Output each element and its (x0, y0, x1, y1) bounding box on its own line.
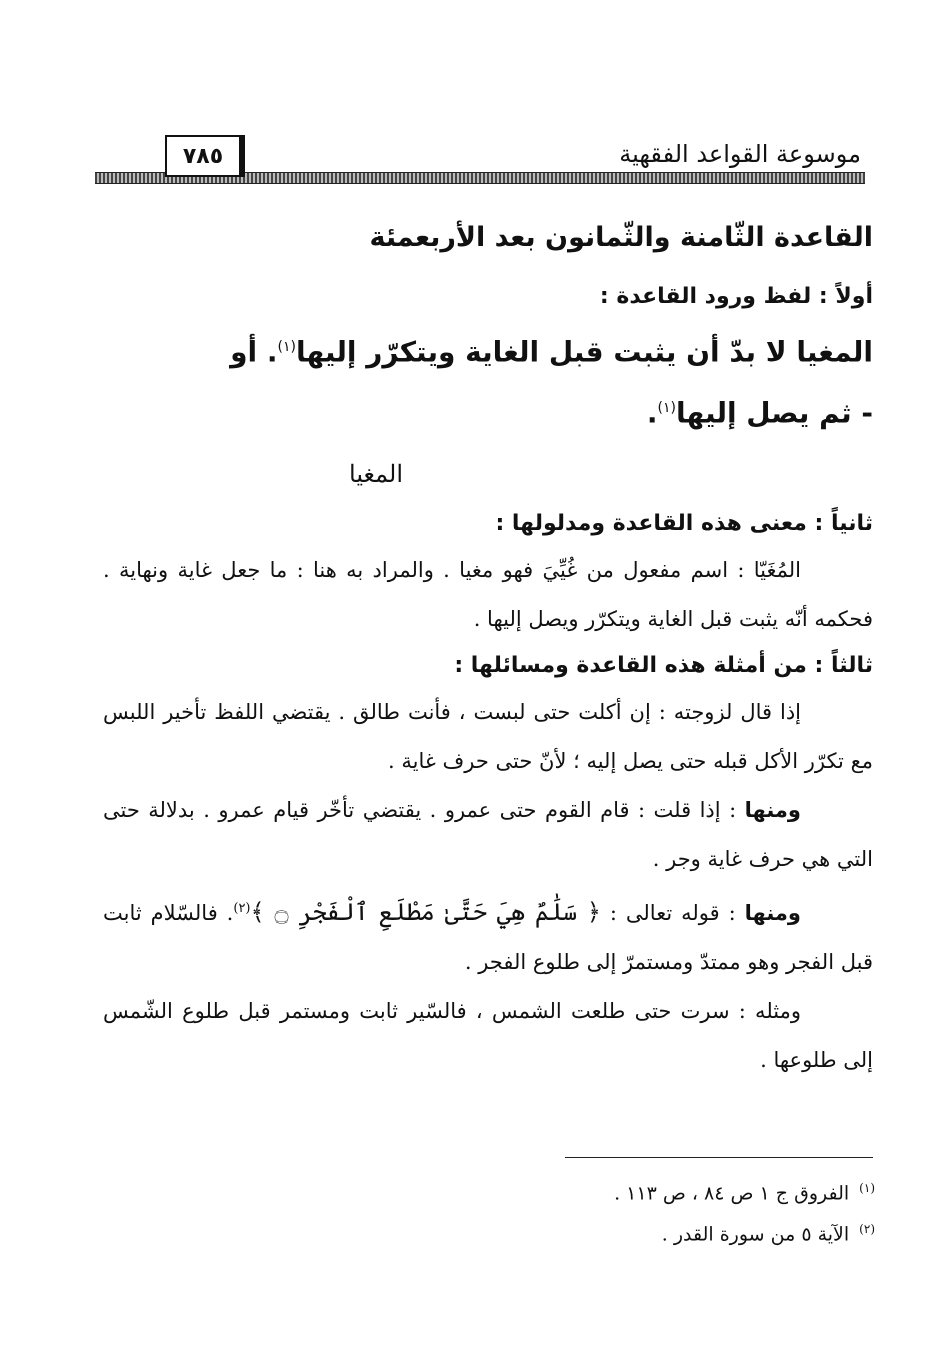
section-heading-meaning: ثانياً : معنى هذه القاعدة ومدلولها : (495, 510, 873, 536)
footnote-ref-1: (١) (277, 339, 296, 355)
example-paragraph-3 (103, 884, 873, 987)
footnote-2-text: الآية ٥ من سورة القدر . (661, 1223, 850, 1246)
example-3-lead: ومنها (744, 900, 801, 925)
footnote-1-marker: (١) (859, 1181, 875, 1195)
example-2-text: : إذا قلت : قام القوم حتى عمرو . يقتضي تأخّر قيام عمرو . بدلالة حتى التي هي حرف غاية وجر . (103, 797, 873, 871)
footnote-ref-2: (٢) (233, 900, 251, 916)
page-number: ٧٨٥ (182, 143, 224, 169)
section-heading-examples: ثالثاً : من أمثلة هذه القاعدة ومسائلها : (454, 652, 873, 678)
rule-statement-part3: - ثم يصل إليها (676, 396, 873, 430)
meaning-paragraph: المُغَيّا : اسم مفعول من غُيِّيَ فهو مغيا . والمراد به هنا : ما جعل غاية ونهاية . فحكمه أنّه يثبت قبل الغاية ويتكرّر ويصل إليها . (103, 557, 873, 631)
footnote-1 (375, 1170, 875, 1211)
rule-statement-part2: . أو (230, 335, 278, 369)
footnote-1-text: الفروق ج ١ ص ٨٤ ، ص ١١٣ . (614, 1182, 850, 1205)
example-3-text: : قوله تعالى : (600, 900, 745, 925)
example-paragraph-1: إذا قال لزوجته : إن أكلت حتى لبست ، فأنت طالق . يقتضي اللفظ تأخير اللبس مع تكرّر الأكل قبله حتى يصل إليه ؛ لأنّ حتى حرف غاية . (103, 699, 873, 773)
example-2-lead: ومنها (744, 797, 801, 822)
section-heading-wording: أولاً : لفظ ورود القاعدة : (599, 284, 873, 309)
rule-title: القاعدة الثّامنة والثّمانون بعد الأربعمئة (369, 222, 873, 253)
footnote-ref-1b: (١) (657, 400, 677, 417)
footnotes (375, 1170, 875, 1253)
footnote-separator (565, 1157, 873, 1158)
rule-statement-part1: المغيا لا بدّ أن يثبت قبل الغاية ويتكرّر إليها (295, 335, 873, 369)
page-content (103, 222, 873, 1085)
example-paragraph-2 (103, 786, 873, 884)
example-3-rest: . فالسّلام ثابت قبل الفجر وهو ممتدّ ومستمرّ إلى طلوع الفجر . (103, 900, 873, 974)
rule-statement-end: . (646, 396, 658, 430)
running-head: موسوعة القواعد الفقهية (619, 140, 861, 168)
rule-statement (103, 319, 873, 442)
footnote-2-marker: (٢) (859, 1222, 875, 1237)
footnote-2 (375, 1211, 875, 1252)
example-paragraph-4: ومثله : سرت حتى طلعت الشمس ، فالسّير ثابت ومستمر قبل طلوع الشّمس إلى طلوعها . (103, 998, 873, 1072)
page-number-box (165, 135, 245, 177)
term-word: المغيا (349, 459, 403, 488)
quran-verse: ﴿ سَلَٰمٌ هِيَ حَتَّىٰ مَطْلَعِ ٱلْفَجْرِ ۝ ﴾ (250, 897, 601, 926)
